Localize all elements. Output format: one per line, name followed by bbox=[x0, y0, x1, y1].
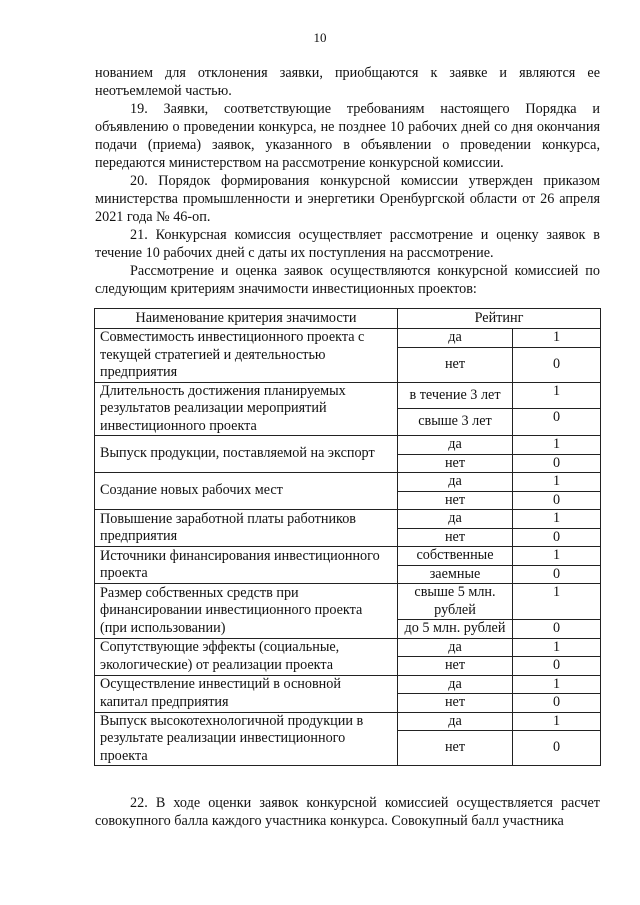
table-row bbox=[95, 675, 601, 694]
table-row bbox=[95, 638, 601, 657]
score-cell: 1 bbox=[513, 638, 601, 657]
criterion-cell: Совместимость инвестиционного проекта с текущей стратегией и деятельностью предприятия bbox=[95, 329, 398, 383]
score-cell: 0 bbox=[513, 565, 601, 584]
paragraph-20: 20. Порядок формирования конкурсной комиссии утвержден приказом министерства промышленности и энергетики Оренбургской области от 26 апреля 2021 года № 46-оп. bbox=[95, 173, 600, 225]
paragraph-continuation: нованием для отклонения заявки, приобщаются к заявке и являются ее неотъемлемой частью. bbox=[95, 65, 600, 99]
page-number: 10 bbox=[313, 30, 327, 45]
criterion-cell: Выпуск продукции, поставляемой на экспорт bbox=[95, 436, 398, 473]
score-cell: 1 bbox=[513, 712, 601, 731]
option-cell: нет bbox=[398, 528, 513, 547]
score-cell: 0 bbox=[513, 491, 601, 510]
option-cell: нет bbox=[398, 491, 513, 510]
paragraph-21: 21. Конкурсная комиссия осуществляет рассмотрение и оценку заявок в течение 10 рабочих дней с даты их поступления на рассмотрение. bbox=[95, 227, 600, 261]
score-cell: 0 bbox=[513, 657, 601, 676]
header-criterion: Наименование критерия значимости bbox=[95, 309, 398, 329]
score-cell: 1 bbox=[513, 436, 601, 455]
criteria-table bbox=[94, 308, 601, 766]
score-cell: 0 bbox=[513, 694, 601, 713]
option-cell: нет bbox=[398, 657, 513, 676]
option-cell: заемные bbox=[398, 565, 513, 584]
table-row bbox=[95, 510, 601, 529]
criterion-cell: Создание новых рабочих мест bbox=[95, 473, 398, 510]
paragraph-19: 19. Заявки, соответствующие требованиям настоящего Порядка и объявлению о проведении конкурса, не позднее 10 рабочих дней со дня окончания подачи (приема) заявок, указанного в объявлении о проведении конкурса, передаются министерством на рассмотрение конкурсной комиссии. bbox=[95, 101, 600, 171]
score-cell: 1 bbox=[513, 382, 601, 409]
score-cell: 0 bbox=[513, 347, 601, 382]
option-cell: до 5 млн. рублей bbox=[398, 620, 513, 639]
option-cell: да bbox=[398, 510, 513, 529]
criterion-cell: Выпуск высокотехнологичной продукции в результате реализации инвестиционного проекта bbox=[95, 712, 398, 766]
score-cell: 0 bbox=[513, 409, 601, 436]
score-cell: 0 bbox=[513, 731, 601, 766]
header-rating: Рейтинг bbox=[398, 309, 601, 329]
criterion-cell: Сопутствующие эффекты (социальные, экологические) от реализации проекта bbox=[95, 638, 398, 675]
criterion-cell: Источники финансирования инвестиционного проекта bbox=[95, 547, 398, 584]
option-cell: нет bbox=[398, 694, 513, 713]
option-cell: да bbox=[398, 675, 513, 694]
criterion-cell: Осуществление инвестиций в основной капитал предприятия bbox=[95, 675, 398, 712]
criterion-cell: Длительность достижения планируемых результатов реализации мероприятий инвестиционного проекта bbox=[95, 382, 398, 436]
option-cell: нет bbox=[398, 454, 513, 473]
criterion-cell: Размер собственных средств при финансировании инвестиционного проекта (при использовании) bbox=[95, 584, 398, 639]
option-cell: да bbox=[398, 329, 513, 348]
score-cell: 1 bbox=[513, 510, 601, 529]
score-cell: 1 bbox=[513, 329, 601, 348]
score-cell: 0 bbox=[513, 454, 601, 473]
table-row bbox=[95, 547, 601, 566]
table-row bbox=[95, 382, 601, 409]
table-row bbox=[95, 584, 601, 620]
paragraph-22: 22. В ходе оценки заявок конкурсной комиссией осуществляется расчет совокупного балла каждого участника конкурса. Совокупный балл участника bbox=[95, 795, 600, 829]
score-cell: 1 bbox=[513, 584, 601, 620]
score-cell: 0 bbox=[513, 620, 601, 639]
score-cell: 0 bbox=[513, 528, 601, 547]
paragraph-criteria-intro: Рассмотрение и оценка заявок осуществляются конкурсной комиссией по следующим критериям значимости инвестиционных проектов: bbox=[95, 263, 600, 297]
option-cell: в течение 3 лет bbox=[398, 382, 513, 409]
table-row bbox=[95, 436, 601, 455]
closing-text bbox=[95, 794, 600, 830]
criterion-cell: Повышение заработной платы работников предприятия bbox=[95, 510, 398, 547]
option-cell: нет bbox=[398, 731, 513, 766]
option-cell: нет bbox=[398, 347, 513, 382]
score-cell: 1 bbox=[513, 473, 601, 492]
table-header-row bbox=[95, 309, 601, 329]
table-row bbox=[95, 329, 601, 348]
option-cell: да bbox=[398, 712, 513, 731]
option-cell: свыше 3 лет bbox=[398, 409, 513, 436]
table-row bbox=[95, 712, 601, 731]
option-cell: собственные bbox=[398, 547, 513, 566]
option-cell: да bbox=[398, 473, 513, 492]
option-cell: да bbox=[398, 436, 513, 455]
score-cell: 1 bbox=[513, 675, 601, 694]
body-text bbox=[95, 64, 600, 298]
score-cell: 1 bbox=[513, 547, 601, 566]
option-cell: да bbox=[398, 638, 513, 657]
option-cell: свыше 5 млн. рублей bbox=[398, 584, 513, 620]
table-row bbox=[95, 473, 601, 492]
